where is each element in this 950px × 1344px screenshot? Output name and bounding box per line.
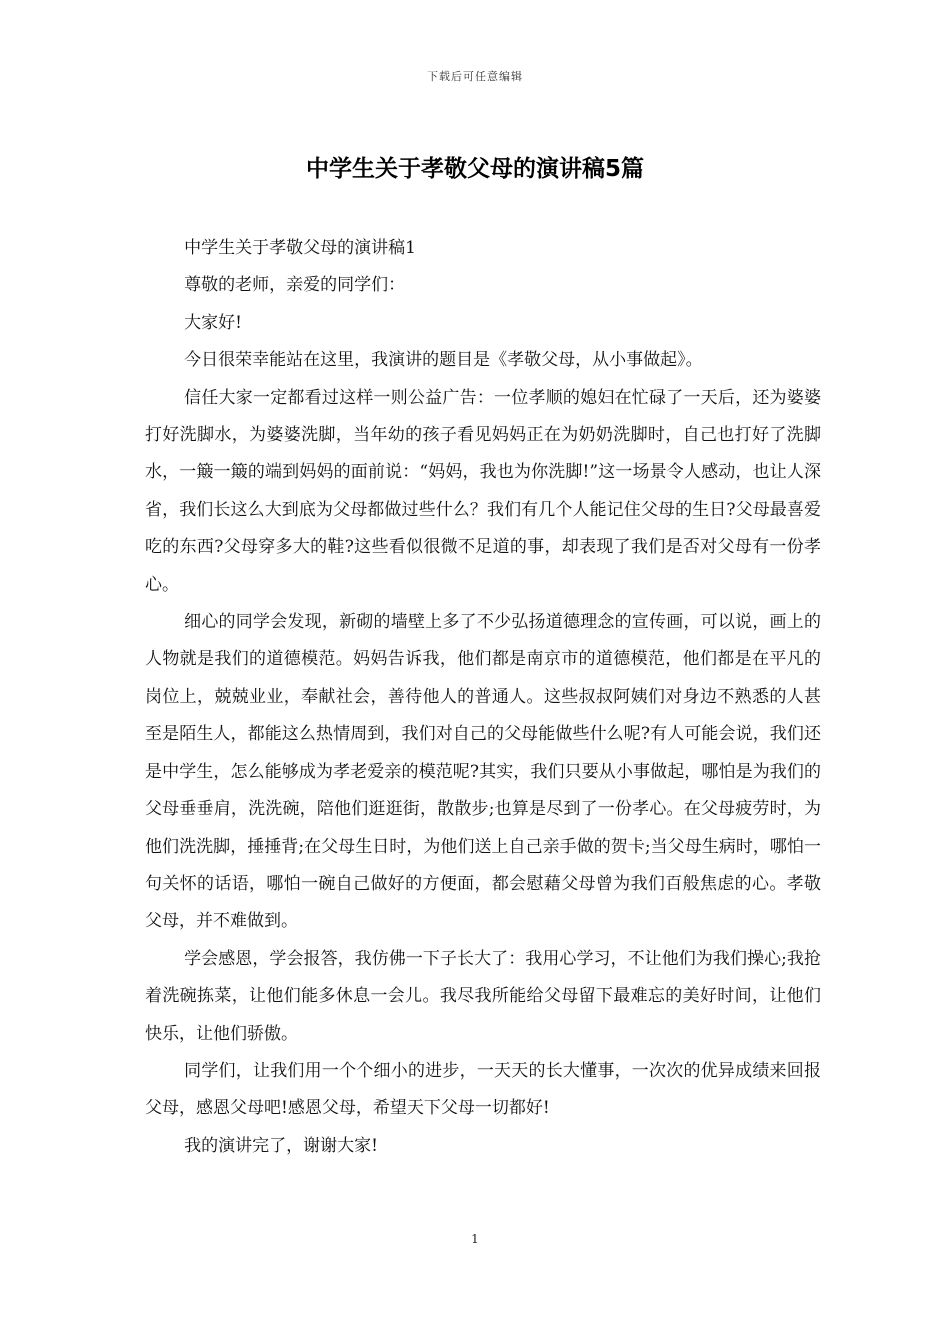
paragraph-intro: 今日很荣幸能站在这里，我演讲的题目是《孝敬父母，从小事做起》。 [184,350,703,371]
greeting: 大家好! [184,312,242,333]
document-body [145,230,821,1165]
paragraph-gratitude: 学会感恩，学会报答，我仿佛一下子长大了：我用心学习，不让他们为我们操心;我抢着洗碗拣菜，让他们能多休息一会儿。我尽我所能给父母留下最难忘的美好时间，让他们快乐，让他们骄傲。 [145,948,821,1044]
closing-line: 我的演讲完了，谢谢大家! [184,1135,378,1156]
paragraph-moral-models: 细心的同学会发现，新砌的墙壁上多了不少弘扬道德理念的宣传画，可以说，画上的人物就是我们的道德模范。妈妈告诉我，他们都是南京市的道德模范，他们都是在平凡的岗位上，兢兢业业，奉献社会，善待他人的普通人。这些叔叔阿姨们对身边不熟悉的人甚至是陌生人，都能这么热情周到，我们对自己的父母能做些什么呢?有人可能会说，我们还是中学生，怎么能够成为孝老爱亲的模范呢?其实，我们只要从小事做起，哪怕是为我们的父母垂垂肩，洗洗碗，陪他们逛逛街，散散步;也算是尽到了一份孝心。在父母疲劳时，为他们洗洗脚，捶捶背;在父母生日时，为他们送上自己亲手做的贺卡;当父母生病时，哪怕一句关怀的话语，哪怕一碗自己做好的方便面，都会慰藉父母曾为我们百般焦虑的心。孝敬父母，并不难做到。 [145,612,821,932]
page-number: 1 [471,1232,479,1246]
paragraph-call-to-action: 同学们，让我们用一个个细小的进步，一天天的长大懂事，一次次的优异成绩来回报父母，感恩父母吧!感恩父母，希望天下父母一切都好! [145,1060,821,1119]
salutation: 尊敬的老师，亲爱的同学们： [184,275,406,296]
document-title: 中学生关于孝敬父母的演讲稿5篇 [305,156,644,182]
header-note: 下载后可任意编辑 [427,70,523,83]
paragraph-ad-story: 信任大家一定都看过这样一则公益广告：一位孝顺的媳妇在忙碌了一天后，还为婆婆打好洗脚水，为婆婆洗脚，当年幼的孩子看见妈妈正在为奶奶洗脚时，自己也打好了洗脚水，一簸一簸的端到妈妈的面前说：“妈妈，我也为你洗脚!”这一场景令人感动，也让人深省，我们长这么大到底为父母都做过些什么？我们有几个人能记住父母的生日?父母最喜爱吃的东西?父母穿多大的鞋?这些看似很微不足道的事，却表现了我们是否对父母有一份孝心。 [145,387,821,595]
speech-heading: 中学生关于孝敬父母的演讲稿1 [184,238,416,258]
